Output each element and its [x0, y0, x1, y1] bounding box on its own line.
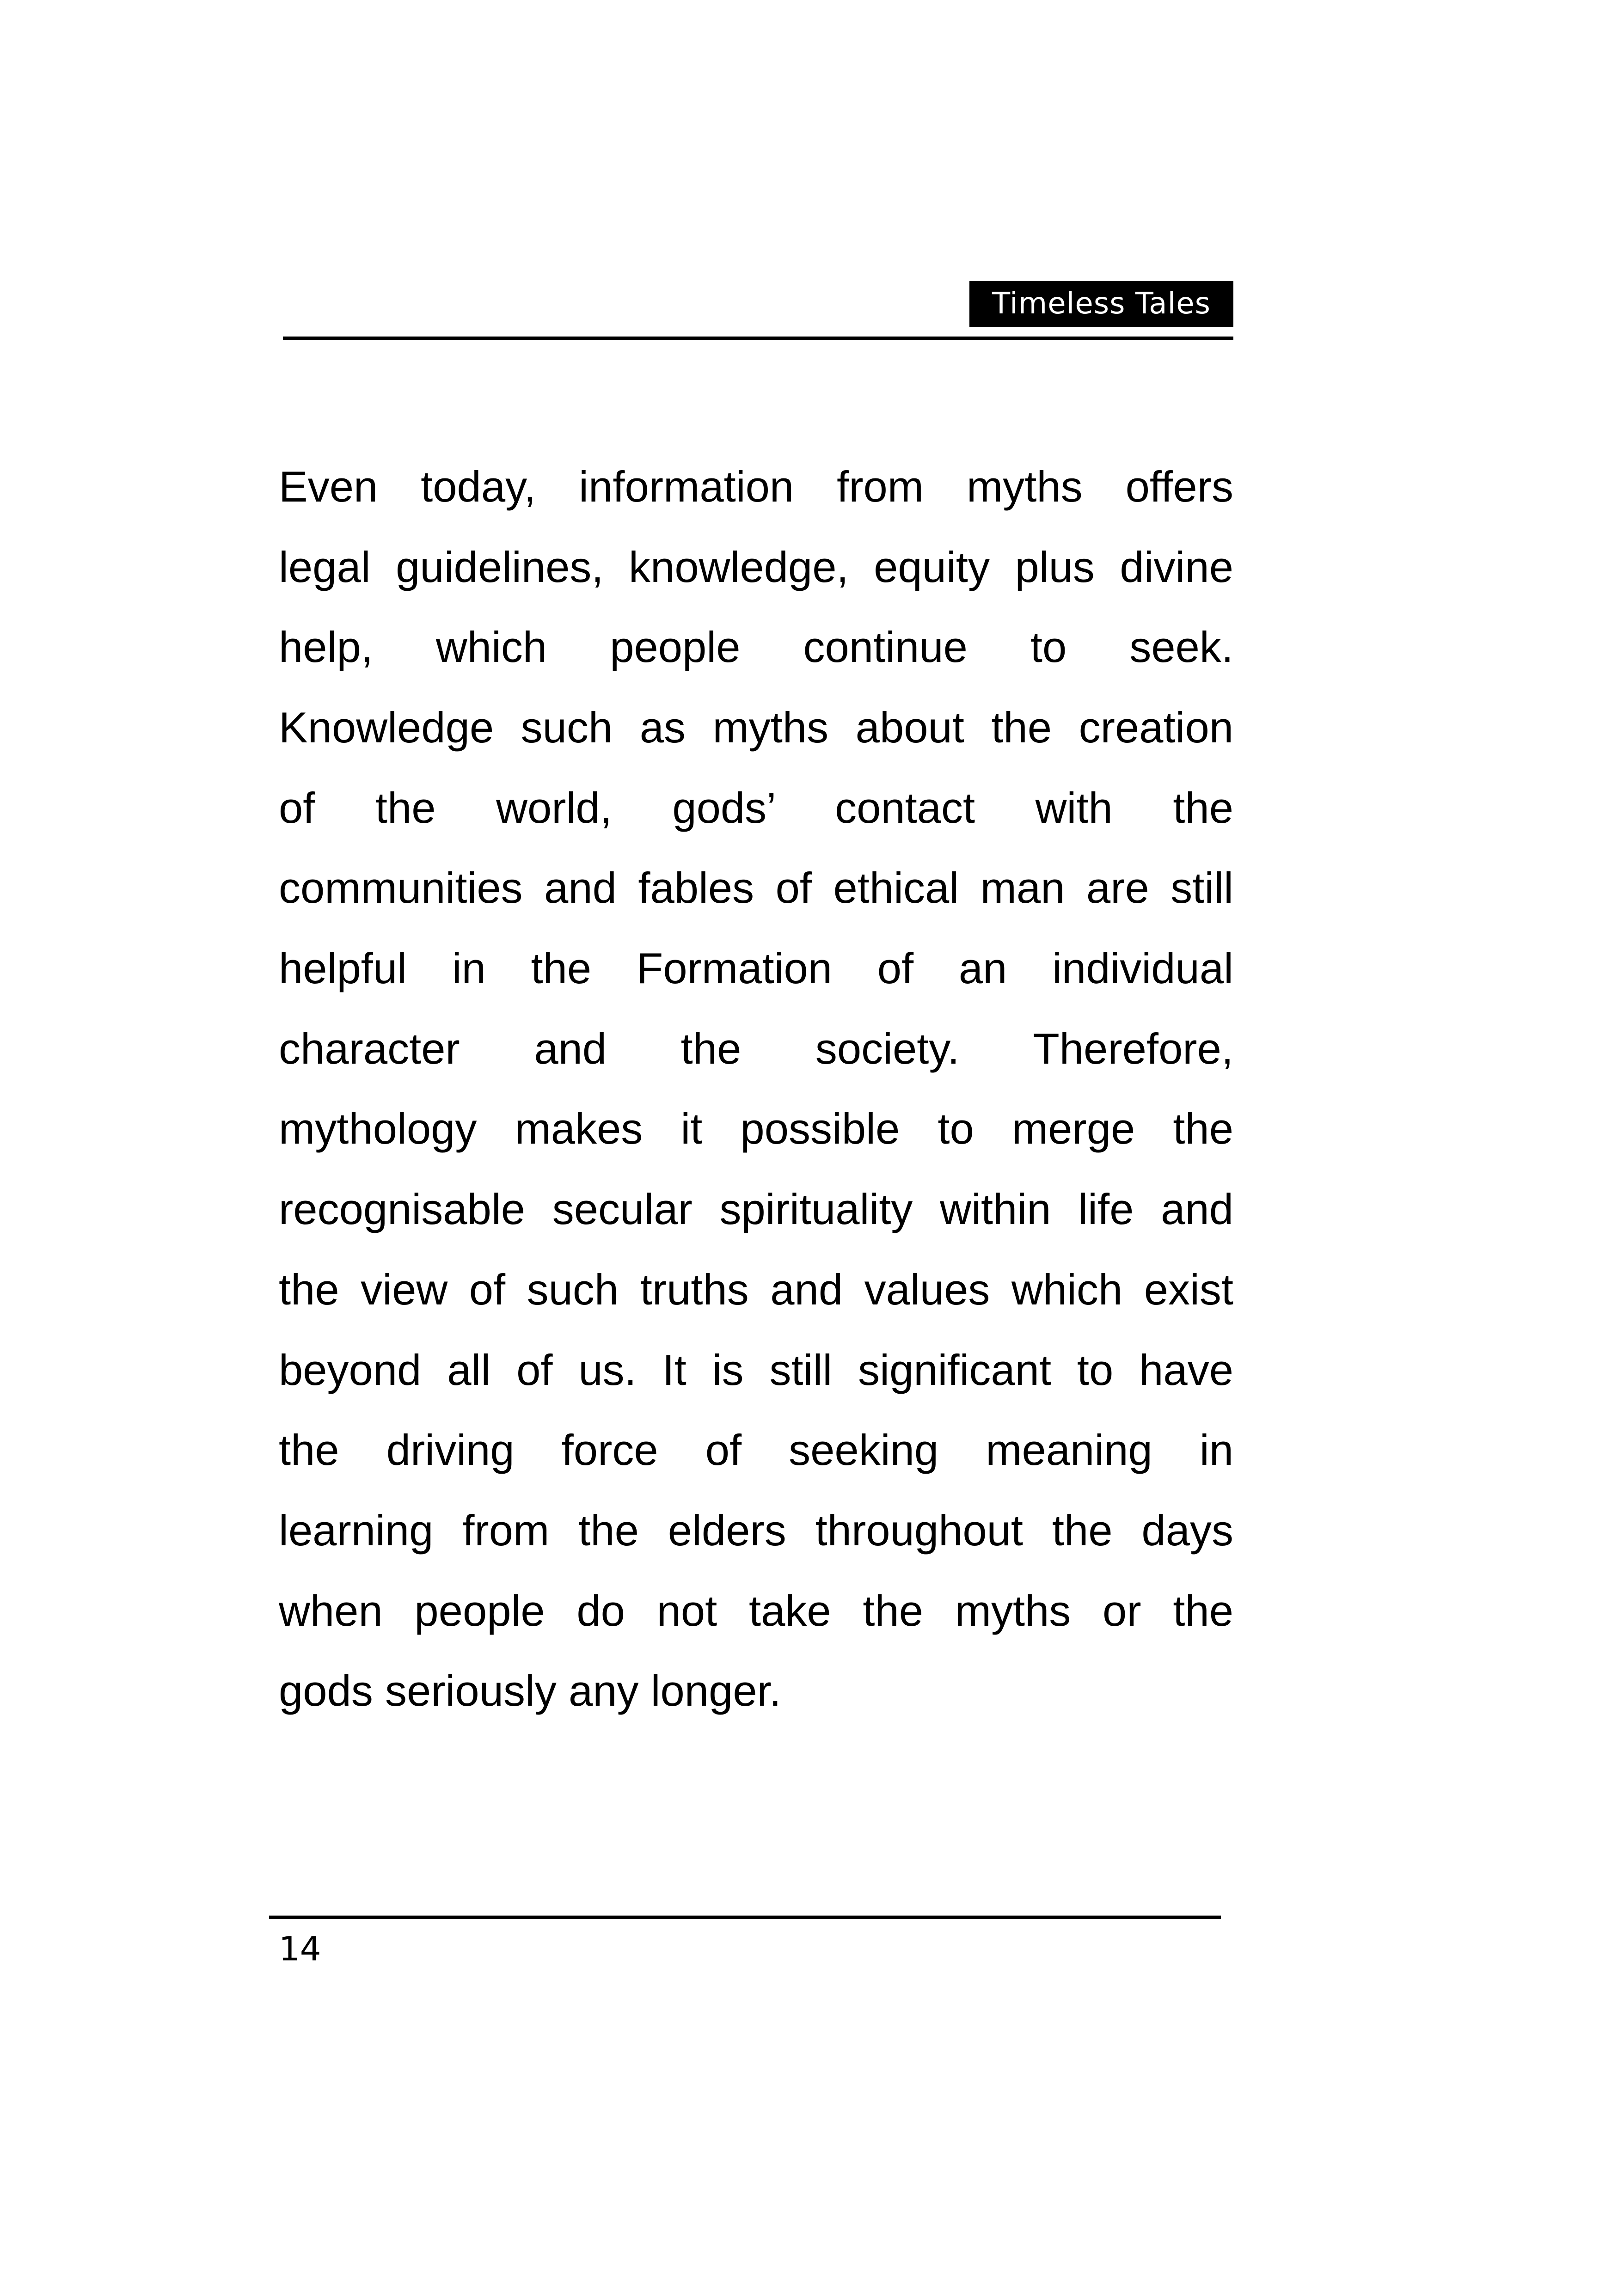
- text-line: helpful in the Formation of an individual: [279, 944, 1233, 992]
- text-line: the view of such truths and values which exist: [279, 1265, 1233, 1314]
- footer-divider: [269, 1916, 1221, 1919]
- header-divider: [283, 337, 1233, 340]
- text-line: help, which people continue to seek.: [279, 623, 1233, 671]
- text-line: legal guidelines, knowledge, equity plus divine: [279, 543, 1233, 591]
- text-line: recognisable secular spirituality within life and: [279, 1185, 1233, 1233]
- text-line: Knowledge such as myths about the creation: [279, 703, 1233, 752]
- text-line: communities and fables of ethical man are still: [279, 863, 1233, 912]
- page-number: 14: [279, 1929, 321, 1968]
- running-header-title: Timeless Tales: [969, 281, 1233, 327]
- text-line: learning from the elders throughout the days: [279, 1506, 1233, 1555]
- text-line: beyond all of us. It is still significant to have: [279, 1346, 1233, 1394]
- text-line: gods seriously any longer.: [279, 1666, 781, 1715]
- text-line: the driving force of seeking meaning in: [279, 1426, 1233, 1474]
- text-line: mythology makes it possible to merge the: [279, 1104, 1233, 1153]
- text-line: character and the society. Therefore,: [279, 1024, 1233, 1073]
- text-line: of the world, gods’ contact with the: [279, 784, 1233, 832]
- text-line: when people do not take the myths or the: [279, 1586, 1233, 1635]
- text-line: Even today, information from myths offers: [279, 462, 1233, 511]
